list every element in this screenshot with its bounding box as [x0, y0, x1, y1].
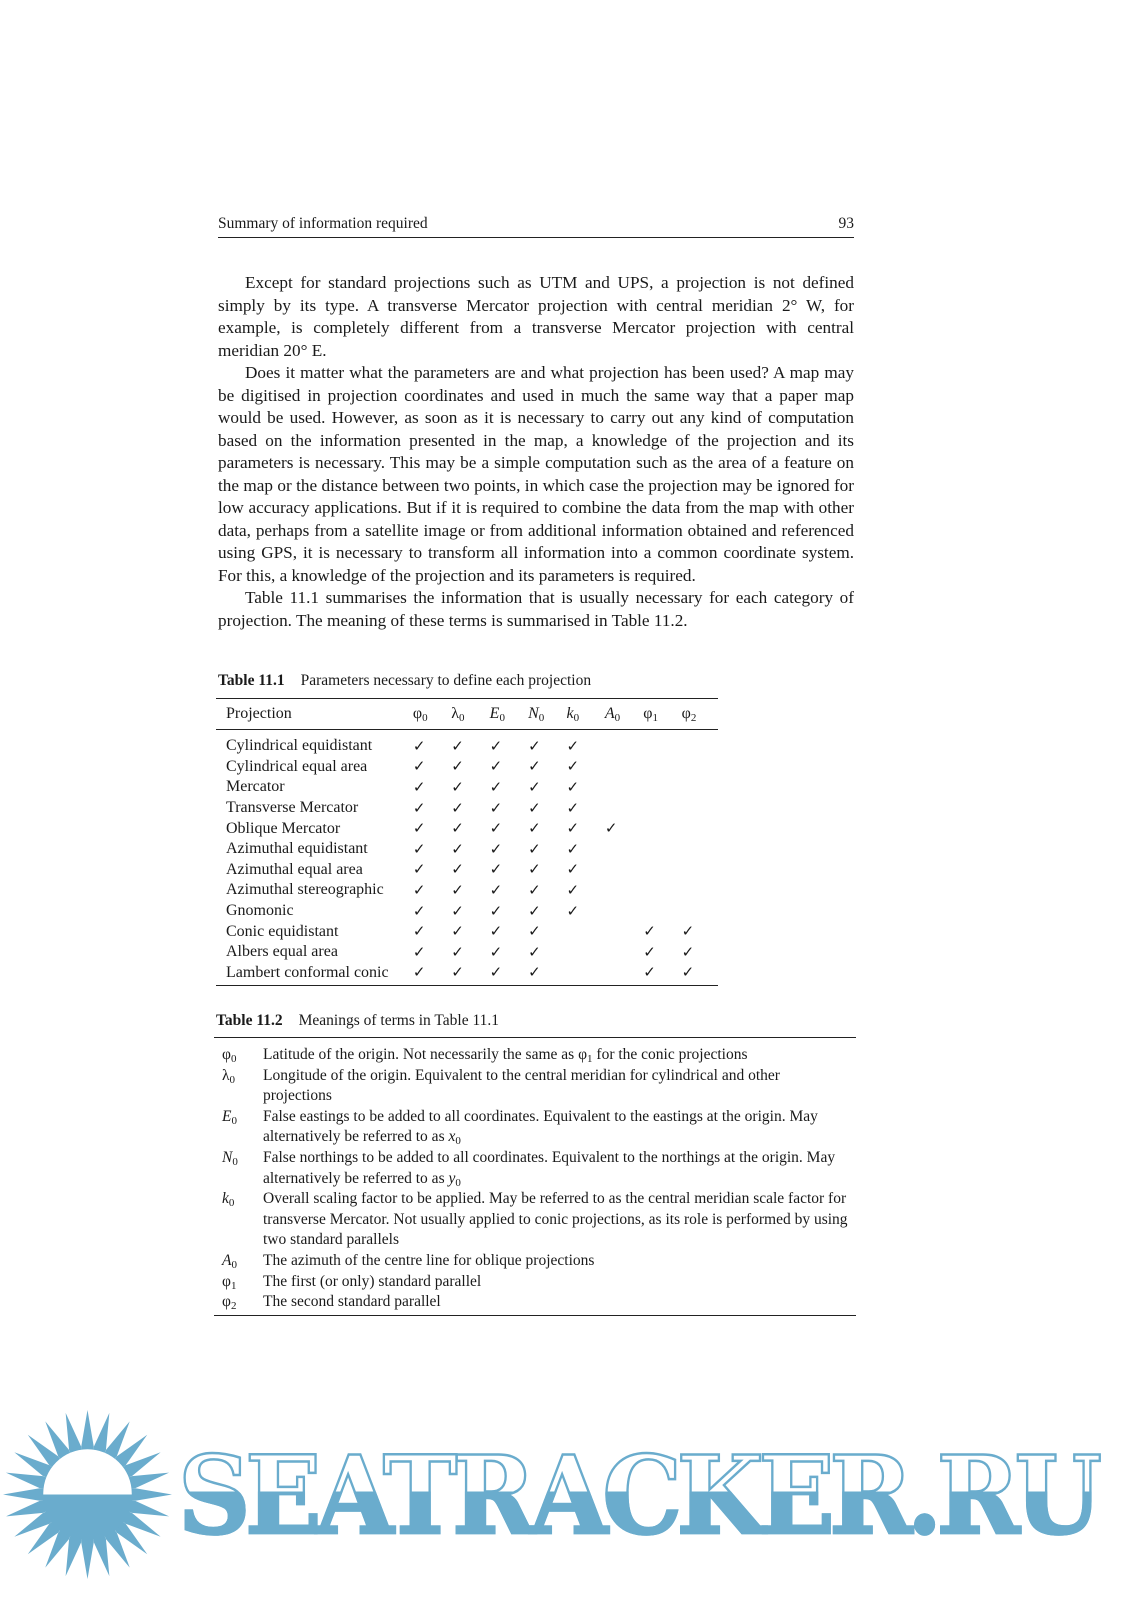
checkmark-icon: ✓ — [451, 777, 464, 796]
term-definition: The second standard parallel — [263, 1293, 441, 1311]
table-cell — [449, 860, 487, 879]
watermark-text: SEATRACKER.RU — [178, 1433, 1097, 1559]
table-cell — [526, 757, 564, 776]
table-cell — [488, 881, 526, 900]
table1-header-param — [526, 705, 564, 723]
table-row — [216, 777, 718, 798]
table-cell — [488, 963, 526, 982]
table-cell — [411, 922, 449, 941]
checkmark-icon: ✓ — [489, 757, 503, 776]
table-cell — [641, 943, 679, 962]
table-cell — [564, 840, 602, 859]
param-symbol: $\varphi_2$ — [681, 705, 697, 724]
symbol: $\lambda_0$ — [222, 1066, 236, 1086]
table-cell — [411, 943, 449, 962]
page-number: 93 — [838, 215, 854, 232]
table-cell — [526, 922, 564, 941]
projection-name: Cylindrical equidistant — [226, 737, 373, 755]
checkmark-icon: ✓ — [451, 901, 464, 920]
table-cell — [526, 819, 564, 838]
checkmark-icon: ✓ — [566, 736, 580, 755]
paragraph-2: Does it matter what the parameters are and what projection has been used? A map may be digitised in projection coordinates and used in much the same way that a paper map would be used. However, as soon as it is necessary to carry out any kind of computation based on the information presented in the map, a knowledge of the projection and its parameters is necessary. This may be a simple computation such as the area of a feature on the map or the distance between two points, in which case the projection may be ignored for low accuracy applications. But if it is required to combine the data from the map with other data, perhaps from a satellite image or from additional information obtained and referenced using GPS, it is necessary to transform all information into a common coordinate system. For this, a knowledge of the projection and its parameters is required. — [218, 363, 854, 585]
table-cell — [411, 737, 449, 756]
table-cell — [449, 840, 487, 859]
checkmark-icon: ✓ — [451, 736, 464, 755]
table-cell — [564, 778, 602, 797]
checkmark-icon: ✓ — [566, 777, 580, 796]
table-cell — [641, 963, 679, 982]
table-cell — [526, 799, 564, 818]
checkmark-icon: ✓ — [528, 963, 541, 982]
projection-name: Mercator — [226, 778, 285, 796]
term-definition: Longitude of the origin. Equivalent to the central meridian for cylindrical and other projections — [263, 1066, 780, 1105]
table-cell — [526, 943, 564, 962]
checkmark-icon: ✓ — [528, 798, 541, 817]
checkmark-icon: ✓ — [412, 736, 426, 755]
checkmark-icon: ✓ — [489, 819, 503, 838]
symbol: $\varphi_1$ — [222, 1272, 237, 1292]
table-cell — [449, 819, 487, 838]
param-symbol: $\varphi_1$ — [643, 705, 658, 724]
term-symbol — [214, 1292, 263, 1313]
checkmark-icon: ✓ — [528, 922, 541, 941]
checkmark-icon: ✓ — [451, 798, 464, 817]
param-symbol: $N_0$ — [528, 705, 545, 724]
term-symbol — [214, 1045, 263, 1066]
checkmark-icon: ✓ — [566, 798, 580, 817]
table-cell — [488, 840, 526, 859]
checkmark-icon: ✓ — [528, 942, 541, 961]
checkmark-icon: ✓ — [643, 942, 656, 961]
table-cell — [488, 778, 526, 797]
checkmark-icon: ✓ — [528, 819, 541, 838]
table1-header-param — [411, 705, 449, 723]
term-definition: The azimuth of the centre line for oblique projections — [263, 1251, 595, 1269]
checkmark-icon: ✓ — [489, 880, 503, 899]
table-cell — [488, 819, 526, 838]
checkmark-icon: ✓ — [451, 880, 464, 899]
checkmark-icon: ✓ — [528, 860, 541, 879]
checkmark-icon: ✓ — [489, 839, 503, 858]
definition-row — [214, 1045, 856, 1066]
checkmark-icon: ✓ — [412, 922, 426, 941]
definition-row — [214, 1272, 856, 1293]
table1-header-projection: Projection — [226, 705, 292, 722]
table-cell — [411, 840, 449, 859]
symbol: $\varphi_0$ — [222, 1046, 237, 1065]
projection-name: Gnomonic — [226, 902, 294, 920]
table-cell — [488, 943, 526, 962]
definition-row — [214, 1066, 856, 1107]
table-cell — [411, 757, 449, 776]
term-symbol — [214, 1251, 263, 1272]
table-cell — [526, 902, 564, 921]
table2-label: Table 11.2 — [216, 1012, 283, 1029]
term-symbol — [214, 1107, 263, 1148]
checkmark-icon: ✓ — [412, 901, 426, 920]
param-symbol: $\lambda_0$ — [451, 705, 465, 724]
table-row — [216, 798, 718, 819]
table-cell — [411, 819, 449, 838]
checkmark-icon: ✓ — [566, 860, 580, 879]
checkmark-icon: ✓ — [451, 839, 464, 858]
table-cell — [526, 881, 564, 900]
checkmark-icon: ✓ — [528, 757, 541, 776]
table-cell — [411, 902, 449, 921]
term-definition: Latitude of the origin. Not necessarily the same as $\varphi_1$ for the conic projections — [263, 1046, 748, 1065]
table-row — [216, 860, 718, 881]
table-cell — [680, 963, 718, 982]
checkmark-icon: ✓ — [451, 757, 464, 776]
definition-row — [214, 1251, 856, 1272]
table-cell — [526, 963, 564, 982]
param-symbol: $A_0$ — [604, 705, 621, 724]
table-row — [216, 901, 718, 922]
symbol: $k_0$ — [222, 1190, 235, 1210]
checkmark-icon: ✓ — [604, 819, 618, 838]
term-definition: The first (or only) standard parallel — [263, 1272, 482, 1290]
table-cell — [680, 922, 718, 941]
table-cell — [411, 799, 449, 818]
projection-name: Albers equal area — [226, 943, 338, 961]
checkmark-icon: ✓ — [412, 819, 426, 838]
table1-header-param — [564, 705, 602, 723]
checkmark-icon: ✓ — [489, 942, 503, 961]
paragraph-3: Table 11.1 summarises the information that is usually necessary for each category of projection. The meaning of these terms is summarised in Table 11.2. — [218, 588, 854, 630]
checkmark-icon: ✓ — [412, 798, 426, 817]
term-definition: False northings to be added to all coordinates. Equivalent to the northings at the origin. May alternatively be referred to as $y_0$ — [263, 1148, 836, 1189]
checkmark-icon: ✓ — [489, 777, 503, 796]
table1-header-row — [216, 699, 718, 730]
table-cell — [411, 881, 449, 900]
projection-name: Conic equidistant — [226, 922, 339, 940]
checkmark-icon: ✓ — [451, 819, 464, 838]
term-symbol — [214, 1148, 263, 1189]
table-cell — [488, 922, 526, 941]
table-row — [216, 757, 718, 778]
checkmark-icon: ✓ — [528, 736, 541, 755]
checkmark-icon: ✓ — [643, 963, 656, 982]
table-cell — [526, 860, 564, 879]
checkmark-icon: ✓ — [451, 942, 464, 961]
checkmark-icon: ✓ — [412, 942, 426, 961]
table2-caption-text: Meanings of terms in Table 11.1 — [298, 1012, 500, 1029]
term-symbol — [214, 1066, 263, 1107]
definition-row — [214, 1148, 856, 1189]
projection-name: Azimuthal stereographic — [226, 881, 384, 899]
table1-header-param — [603, 705, 641, 723]
table1 — [216, 698, 718, 986]
table-cell — [488, 757, 526, 776]
table-cell — [680, 943, 718, 962]
table-cell — [564, 737, 602, 756]
table2 — [214, 1037, 856, 1316]
table1-body — [216, 730, 718, 986]
table-cell — [526, 737, 564, 756]
table-row — [216, 963, 718, 984]
projection-name: Azimuthal equal area — [226, 860, 363, 878]
table-cell — [564, 881, 602, 900]
table-cell — [449, 757, 487, 776]
body-text — [218, 272, 854, 632]
param-symbol: $k_0$ — [566, 705, 580, 724]
checkmark-icon: ✓ — [528, 839, 541, 858]
definition-row — [214, 1107, 856, 1148]
table-cell — [488, 902, 526, 921]
checkmark-icon: ✓ — [412, 963, 426, 982]
checkmark-icon: ✓ — [451, 963, 464, 982]
checkmark-icon: ✓ — [528, 777, 541, 796]
table-cell — [411, 860, 449, 879]
checkmark-icon: ✓ — [489, 736, 503, 755]
running-head-title: Summary of information required — [218, 215, 428, 232]
table-row — [216, 942, 718, 963]
checkmark-icon: ✓ — [643, 922, 656, 941]
checkmark-icon: ✓ — [489, 860, 503, 879]
table1-header-param — [641, 705, 679, 723]
table-cell — [564, 860, 602, 879]
checkmark-icon: ✓ — [412, 839, 426, 858]
table-cell — [526, 840, 564, 859]
checkmark-icon: ✓ — [489, 798, 503, 817]
table-cell — [449, 922, 487, 941]
checkmark-icon: ✓ — [566, 819, 580, 838]
table-cell — [564, 902, 602, 921]
definition-row — [214, 1189, 856, 1251]
paragraph-1: Except for standard projections such as UTM and UPS, a projection is not defined simply by its type. A transverse Mercator projection with central meridian 2° W, for example, is completely different from a transverse Mercator projection with central meridian 20° E. — [218, 273, 854, 360]
checkmark-icon: ✓ — [566, 757, 580, 776]
checkmark-icon: ✓ — [489, 901, 503, 920]
table-cell — [449, 737, 487, 756]
table-cell — [449, 799, 487, 818]
table-cell — [603, 819, 641, 838]
checkmark-icon: ✓ — [528, 901, 541, 920]
projection-name: Lambert conformal conic — [226, 963, 389, 981]
projection-name: Cylindrical equal area — [226, 757, 368, 775]
table1-label: Table 11.1 — [218, 672, 285, 689]
projection-name: Transverse Mercator — [226, 799, 359, 817]
table-cell — [526, 778, 564, 797]
table1-caption-text: Parameters necessary to define each projection — [300, 672, 592, 689]
param-symbol: $E_0$ — [489, 705, 505, 724]
checkmark-icon: ✓ — [566, 880, 580, 899]
checkmark-icon: ✓ — [451, 860, 464, 879]
symbol: $E_0$ — [222, 1107, 237, 1127]
term-definition: False eastings to be added to all coordinates. Equivalent to the eastings at the origin. May alternatively be referred to as $x_0$ — [263, 1107, 818, 1148]
table-cell — [488, 799, 526, 818]
checkmark-icon: ✓ — [566, 839, 580, 858]
table-cell — [641, 922, 679, 941]
symbol: $N_0$ — [222, 1148, 238, 1168]
table-row — [216, 921, 718, 942]
table-row — [216, 736, 718, 757]
definition-row — [214, 1292, 856, 1313]
table-cell — [449, 881, 487, 900]
checkmark-icon: ✓ — [681, 922, 695, 941]
checkmark-icon: ✓ — [451, 922, 464, 941]
checkmark-icon: ✓ — [412, 777, 426, 796]
checkmark-icon: ✓ — [681, 963, 695, 982]
projection-name: Azimuthal equidistant — [226, 840, 368, 858]
running-head — [218, 215, 854, 238]
checkmark-icon: ✓ — [412, 860, 426, 879]
table-cell — [564, 799, 602, 818]
table-row — [216, 839, 718, 860]
table-row — [216, 880, 718, 901]
table-cell — [411, 963, 449, 982]
checkmark-icon: ✓ — [566, 901, 580, 920]
checkmark-icon: ✓ — [489, 922, 503, 941]
projection-name: Oblique Mercator — [226, 819, 341, 837]
checkmark-icon: ✓ — [412, 880, 426, 899]
table-cell — [411, 778, 449, 797]
table-cell — [449, 963, 487, 982]
table1-header-param — [488, 705, 526, 723]
table-cell — [449, 778, 487, 797]
table1-caption — [218, 672, 591, 690]
table-cell — [488, 737, 526, 756]
sun-logo-icon — [0, 1407, 175, 1582]
checkmark-icon: ✓ — [489, 963, 503, 982]
term-definition: Overall scaling factor to be applied. May be referred to as the central meridian scale factor for transverse Mercator. Not usually applied to conic projections, as its role is performed by using two standard parallels — [263, 1190, 848, 1249]
table-row — [216, 818, 718, 839]
table-cell — [449, 902, 487, 921]
table2-caption — [216, 1012, 499, 1030]
table-cell — [564, 757, 602, 776]
table1-header-param — [680, 705, 718, 723]
checkmark-icon: ✓ — [528, 880, 541, 899]
table-cell — [488, 860, 526, 879]
term-symbol — [214, 1189, 263, 1251]
term-symbol — [214, 1272, 263, 1293]
param-symbol: $\varphi_0$ — [412, 705, 428, 724]
checkmark-icon: ✓ — [681, 942, 695, 961]
checkmark-icon: ✓ — [412, 757, 426, 776]
table1-header-param — [449, 705, 487, 723]
table-cell — [564, 819, 602, 838]
symbol: $\varphi_2$ — [222, 1293, 237, 1313]
table-cell — [449, 943, 487, 962]
symbol: $A_0$ — [222, 1251, 237, 1271]
